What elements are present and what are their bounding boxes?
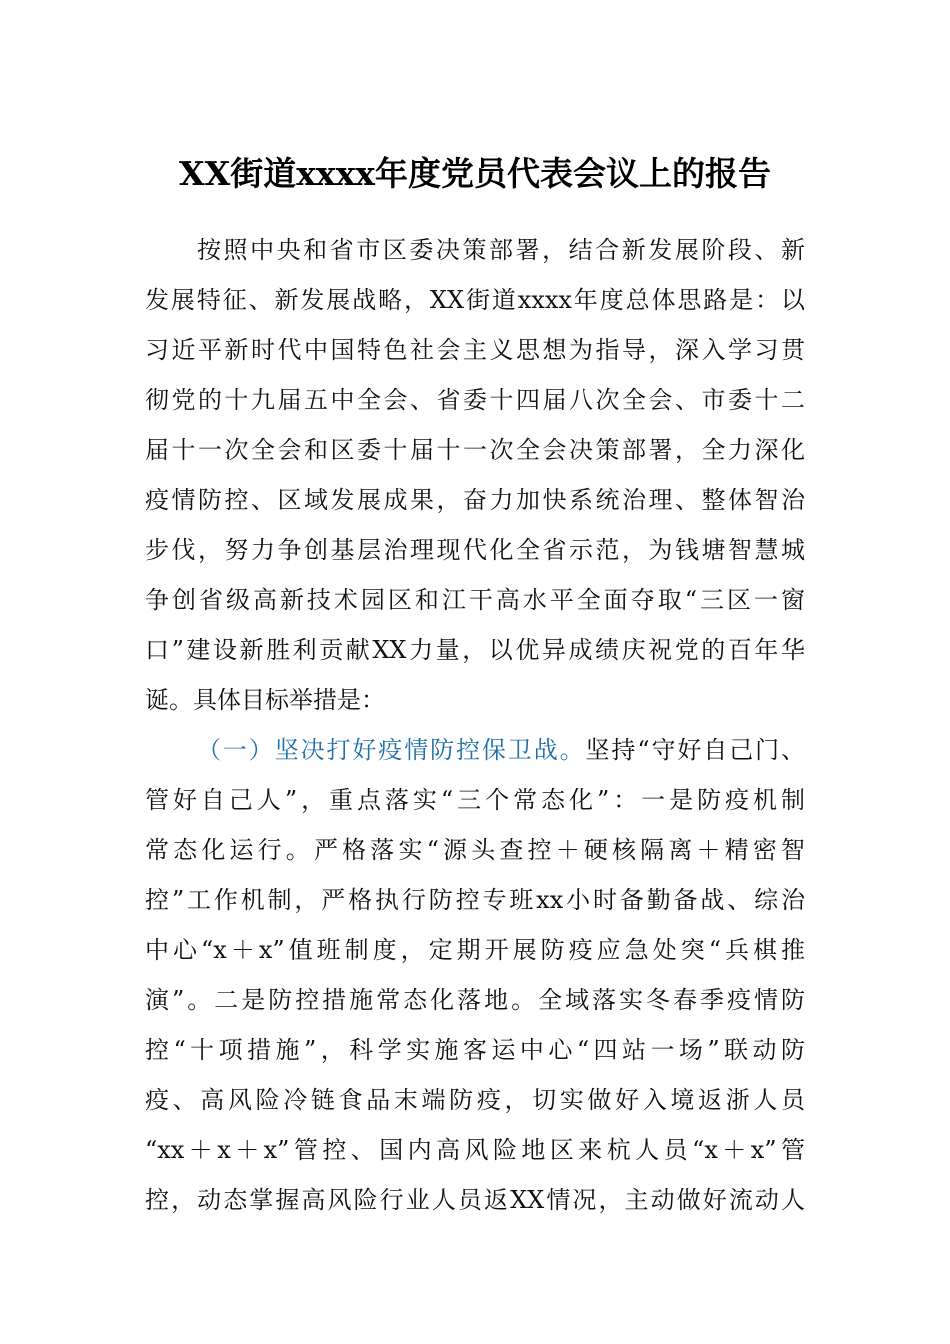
paragraph-line: 管好自己人”，重点落实“三个常态化”：一是防疫机制 — [145, 786, 805, 814]
paragraph-line: 控”工作机制，严格执行防控专班xx小时备勤备战、综治 — [145, 886, 805, 914]
paragraph-line: 发展特征、新发展战略，XX街道xxxx年度总体思路是：以 — [145, 286, 805, 314]
section-heading-line — [145, 732, 805, 768]
paragraph-line: 演”。二是防控措施常态化落地。全域落实冬春季疫情防 — [145, 986, 805, 1014]
paragraph-line: 口”建设新胜利贡献XX力量，以优异成绩庆祝党的百年华 — [145, 636, 805, 664]
paragraph-line: “xx＋x＋x”管控、国内高风险地区来杭人员“x＋x”管 — [145, 1136, 805, 1164]
document-title: XX街道xxxx年度党员代表会议上的报告 — [179, 154, 771, 193]
paragraph-line: 诞。具体目标举措是： — [145, 686, 385, 714]
paragraph-line: 按照中央和省市区委决策部署，结合新发展阶段、新 — [197, 236, 805, 264]
paragraph-line: 控“十项措施”，科学实施客运中心“四站一场”联动防 — [145, 1036, 805, 1064]
paragraph-line: 控，动态掌握高风险行业人员返XX情况，主动做好流动人 — [145, 1186, 805, 1214]
paragraph-line: 届十一次全会和区委十届十一次全会决策部署，全力深化 — [145, 436, 805, 464]
paragraph-line: 步伐，努力争创基层治理现代化全省示范，为钱塘智慧城 — [145, 536, 805, 564]
paragraph-line: 彻党的十九届五中全会、省委十四届八次全会、市委十二 — [145, 386, 805, 414]
paragraph-line: 疫情防控、区域发展成果，奋力加快系统治理、整体智治 — [145, 486, 805, 514]
paragraph-line: 常态化运行。严格落实“源头查控＋硬核隔离＋精密智 — [145, 836, 805, 864]
paragraph-line: 习近平新时代中国特色社会主义思想为指导，深入学习贯 — [145, 336, 805, 364]
section-heading-rest: 坚持“守好自己门、 — [585, 736, 805, 764]
section-heading: （一）坚决打好疫情防控保卫战。 — [197, 736, 586, 764]
paragraph-line: 中心“x＋x”值班制度，定期开展防疫应急处突“兵棋推 — [145, 936, 805, 964]
paragraph-line: 争创省级高新技术园区和江干高水平全面夺取“三区一窗 — [145, 586, 805, 614]
paragraph-line: 疫、高风险冷链食品末端防疫，切实做好入境返浙人员 — [145, 1086, 805, 1114]
